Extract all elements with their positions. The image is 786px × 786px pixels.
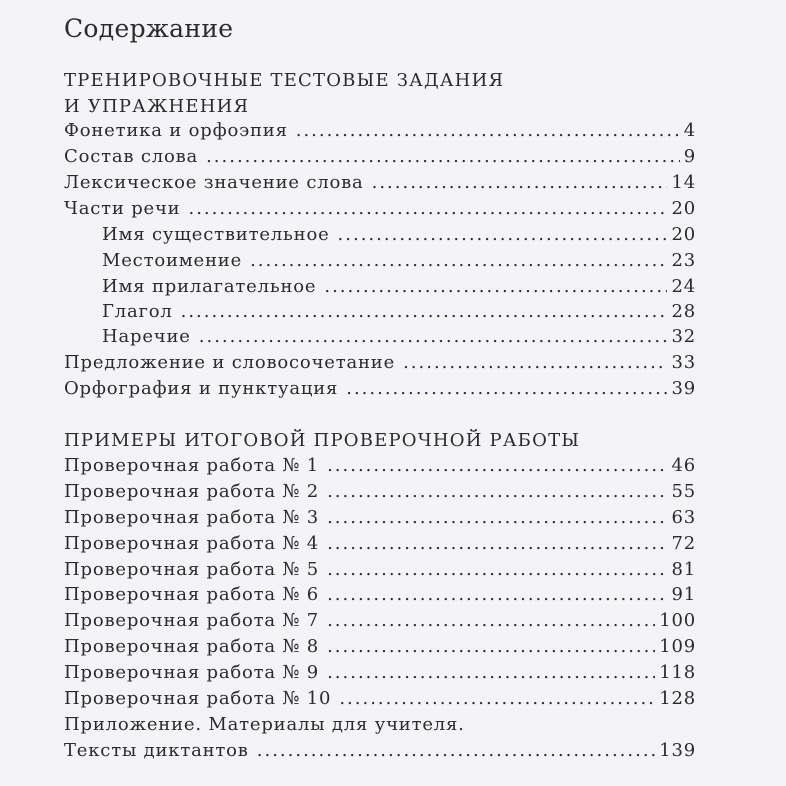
page-title: Содержание [64, 14, 234, 43]
toc-entry-test-2 [64, 481, 696, 507]
toc-entry-pronoun [102, 250, 696, 276]
toc-entry-page: 24 [671, 276, 696, 297]
leader-dots [188, 198, 667, 219]
toc-entry-label: Имя прилагательное [102, 276, 317, 297]
toc-entry-test-4 [64, 533, 696, 559]
leader-dots [324, 276, 667, 297]
toc-entry-test-10 [64, 688, 696, 714]
toc-entry-label: Имя существительное [102, 224, 330, 245]
toc-entry-test-9 [64, 662, 696, 688]
toc-entry-label: Орфография и пунктуация [64, 378, 339, 399]
toc-entry-label: Лексическое значение слова [64, 172, 364, 193]
toc-entry-page: 4 [683, 120, 696, 141]
toc-entry-page: 128 [659, 688, 696, 709]
leader-dots [250, 250, 667, 271]
section1-heading-line1: ТРЕНИРОВОЧНЫЕ ТЕСТОВЫЕ ЗАДАНИЯ [64, 70, 505, 91]
leader-dots [346, 378, 667, 399]
leader-dots [327, 507, 667, 528]
toc-entry-test-1 [64, 455, 696, 481]
toc-entry-label: Проверочная работа № 5 [64, 559, 320, 580]
toc-entry-page: 32 [671, 326, 696, 347]
toc-entry-label: Наречие [102, 326, 191, 347]
toc-entry-label: Проверочная работа № 2 [64, 481, 320, 502]
section1-heading-line2: И УПРАЖНЕНИЯ [64, 96, 250, 117]
toc-entry-phonetics [64, 120, 696, 146]
leader-dots [372, 172, 668, 193]
toc-entry-label: Состав слова [64, 146, 199, 167]
toc-entry-label: Проверочная работа № 3 [64, 507, 320, 528]
toc-entry-page: 14 [671, 172, 696, 193]
toc-entry-page: 109 [659, 636, 696, 657]
toc-entry-label: Тексты диктантов [64, 740, 249, 761]
toc-entry-label: Предложение и словосочетание [64, 352, 396, 373]
toc-entry-page: 9 [683, 146, 696, 167]
leader-dots [206, 146, 680, 167]
toc-entry-page: 139 [659, 740, 696, 761]
toc-entry-page: 118 [659, 662, 696, 683]
appendix-heading: Приложение. Материалы для учителя. [64, 714, 465, 735]
toc-entry-page: 23 [671, 250, 696, 271]
leader-dots [338, 224, 668, 245]
leader-dots [327, 455, 667, 476]
leader-dots [327, 533, 667, 554]
toc-entry-label: Части речи [64, 198, 181, 219]
leader-dots [181, 301, 668, 322]
leader-dots [257, 740, 655, 761]
toc-entry-orthography [64, 378, 696, 404]
toc-entry-page: 28 [671, 301, 696, 322]
toc-entry-label: Проверочная работа № 8 [64, 636, 320, 657]
leader-dots [327, 559, 667, 580]
toc-entry-test-6 [64, 584, 696, 610]
toc-entry-word-structure [64, 146, 696, 172]
toc-entry-lexical-meaning [64, 172, 696, 198]
leader-dots [296, 120, 680, 141]
toc-entry-noun [102, 224, 696, 250]
toc-entry-sentence [64, 352, 696, 378]
toc-entry-label: Фонетика и орфоэпия [64, 120, 288, 141]
leader-dots [327, 584, 667, 605]
toc-entry-test-3 [64, 507, 696, 533]
toc-entry-label: Глагол [102, 301, 173, 322]
toc-entry-dictations [64, 740, 696, 766]
toc-entry-adverb [102, 326, 696, 352]
leader-dots [327, 662, 655, 683]
leader-dots [339, 688, 655, 709]
toc-entry-label: Проверочная работа № 10 [64, 688, 332, 709]
toc-entry-page: 81 [671, 559, 696, 580]
toc-entry-test-5 [64, 559, 696, 585]
toc-entry-label: Проверочная работа № 4 [64, 533, 320, 554]
toc-entry-label: Проверочная работа № 7 [64, 610, 320, 631]
leader-dots [327, 481, 667, 502]
toc-entry-page: 100 [659, 610, 696, 631]
toc-entry-label: Местоимение [102, 250, 243, 271]
leader-dots [327, 610, 655, 631]
toc-entry-page: 63 [671, 507, 696, 528]
toc-entry-page: 91 [671, 584, 696, 605]
toc-entry-page: 39 [671, 378, 696, 399]
toc-entry-page: 72 [671, 533, 696, 554]
toc-entry-label: Проверочная работа № 6 [64, 584, 320, 605]
toc-entry-parts-of-speech [64, 198, 696, 224]
toc-entry-verb [102, 301, 696, 327]
toc-entry-page: 20 [671, 224, 696, 245]
section2-heading: ПРИМЕРЫ ИТОГОВОЙ ПРОВЕРОЧНОЙ РАБОТЫ [64, 430, 581, 451]
toc-entry-label: Проверочная работа № 1 [64, 455, 320, 476]
toc-entry-test-7 [64, 610, 696, 636]
toc-entry-adjective [102, 276, 696, 302]
leader-dots [199, 326, 668, 347]
toc-entry-label: Проверочная работа № 9 [64, 662, 320, 683]
leader-dots [403, 352, 667, 373]
toc-entry-page: 33 [671, 352, 696, 373]
toc-entry-page: 55 [671, 481, 696, 502]
toc-entry-page: 20 [671, 198, 696, 219]
toc-entry-test-8 [64, 636, 696, 662]
leader-dots [327, 636, 655, 657]
toc-entry-page: 46 [671, 455, 696, 476]
